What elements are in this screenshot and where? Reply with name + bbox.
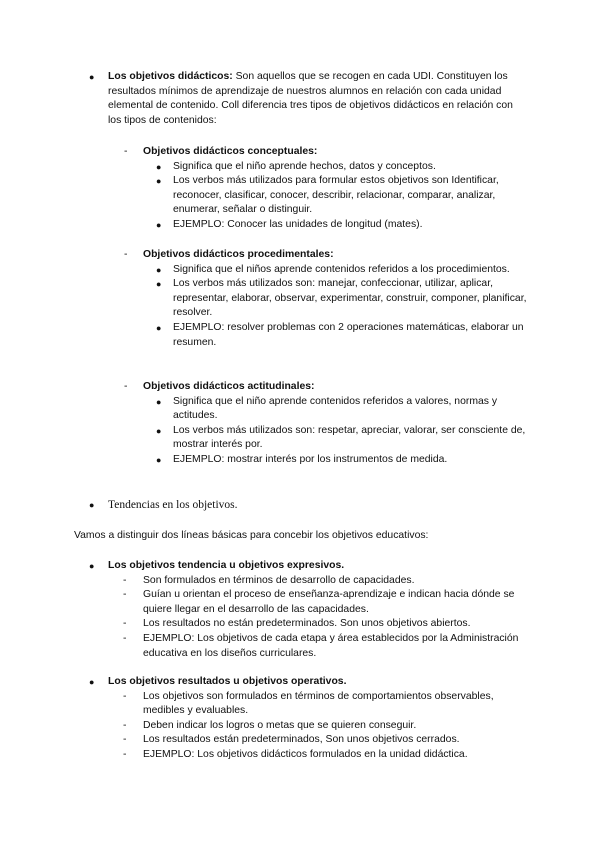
bullet-icon: ● [156,161,162,172]
bullet-icon: ● [89,72,95,82]
list-item [156,263,528,278]
list-item-text: Los verbos más utilizados son: respetar, apreciar, valorar, ser consciente de, mostrar interés por. [173,424,526,451]
list-item-text: Los verbos más utilizados para formular estos objetivos son Identificar, reconocer, clasificar, conocer, describir, relacionar, comparar, analizar, enumerar, señalar o distinguir. [173,175,499,216]
bullet-icon: ● [156,176,162,187]
list-item [123,588,528,617]
tendencias-intro: Vamos a distinguir dos líneas básicas para concebir los objetivos educativos: [74,530,429,541]
dash-icon: - [123,618,127,630]
dash-icon: - [124,249,128,260]
tendencias-heading: Tendencias en los objetivos. [108,499,238,511]
bullet-icon: ● [156,279,162,290]
list-item-text: Guían u orientan el proceso de enseñanza-aprendizaje e indican hacia dónde se quiere llegar en el desarrollo de las capacidades. [143,589,515,615]
operativos-title: Los objetivos resultados u objetivos operativos. [108,676,347,687]
list-item-text: Son formulados en términos de desarrollo de capacidades. [143,574,415,586]
list-item-text: Significa que el niños aprende contenidos referidos a los procedimientos. [173,263,510,275]
section-lead-text: Son aquellos que se recogen en cada UDI. Constituyen los resultados mínimos de aprendizaje de nuestros alumnos en relación con cada unidad elemental de contenido. Coll diferencia tres tipos de objetivos didácticos en relación con los tipos de contenidos: [108,71,513,126]
dash-icon: - [123,734,127,746]
bullet-icon: ● [156,396,162,407]
list-item [156,453,528,468]
list-item-text: Los verbos más utilizados son: manejar, confeccionar, utilizar, aplicar, representar, elaborar, observar, experimentar, construir, componer, planificar, resolver. [173,278,527,319]
bullet-icon: ● [156,322,162,333]
list-item-text: Deben indicar los logros o metas que se quieren conseguir. [143,719,417,731]
group-title: Objetivos didácticos conceptuales: [143,146,318,157]
list-item [156,160,528,175]
bullet-icon: ● [89,500,95,510]
group-title: Objetivos didácticos actitudinales: [143,381,315,392]
list-item-text: EJEMPLO: Conocer las unidades de longitud (mates). [173,218,423,230]
dash-icon: - [123,632,127,644]
list-item [123,632,528,661]
list-item-text: Significa que el niño aprende hechos, datos y conceptos. [173,160,436,172]
section-objetivos-didacticos [89,70,528,128]
dash-icon: - [123,690,127,702]
list-item [123,748,528,763]
section-operativos [89,675,528,763]
expresivos-title: Los objetivos tendencia u objetivos expresivos. [108,560,345,571]
section-lead-bold: Los objetivos didácticos: [108,71,233,82]
bullet-icon: ● [89,677,95,687]
section-tendencias [89,498,528,513]
list-item-text: EJEMPLO: resolver problemas con 2 operaciones matemáticas, elaborar un resumen. [173,321,524,348]
group-list [156,395,528,468]
section-expresivos [89,559,528,661]
group-conceptuales [124,145,528,233]
list-item [156,321,528,350]
dash-icon: - [124,381,128,392]
bullet-icon: ● [156,425,162,436]
dash-icon: - [124,146,128,157]
list-item [123,574,528,589]
list-item-text: Los resultados están predeterminados, Son unos objetivos cerrados. [143,734,460,746]
expresivos-list [123,574,528,662]
list-item-text: Significa que el niño aprende contenidos referidos a valores, normas y actitudes. [173,395,498,422]
group-list [156,160,528,233]
dash-icon: - [123,574,127,586]
bullet-icon: ● [156,219,162,230]
bullet-icon: ● [89,561,95,571]
group-procedimentales [124,248,528,350]
list-item [156,218,528,233]
list-item [156,277,528,321]
list-item [156,174,528,218]
dash-icon: - [123,719,127,731]
list-item-text: Los resultados no están predeterminados. Son unos objetivos abiertos. [143,618,471,630]
dash-icon: - [123,748,127,760]
list-item [156,395,528,424]
bullet-icon: ● [156,454,162,465]
list-item [123,690,528,719]
bullet-icon: ● [156,264,162,275]
group-actitudinales [124,380,528,468]
operativos-list [123,690,528,763]
list-item [123,617,528,632]
dash-icon: - [123,589,127,601]
group-list [156,263,528,351]
list-item [156,424,528,453]
list-item [123,719,528,734]
list-item-text: EJEMPLO: mostrar interés por los instrumentos de medida. [173,453,448,465]
list-item [123,733,528,748]
group-title: Objetivos didácticos procedimentales: [143,249,334,260]
list-item-text: EJEMPLO: Los objetivos didácticos formulados en la unidad didáctica. [143,748,468,760]
list-item-text: EJEMPLO: Los objetivos de cada etapa y área establecidos por la Administración educativa en los diseños curriculares. [143,632,519,659]
list-item-text: Los objetivos son formulados en términos de comportamientos observables, medibles y evaluables. [143,690,494,717]
